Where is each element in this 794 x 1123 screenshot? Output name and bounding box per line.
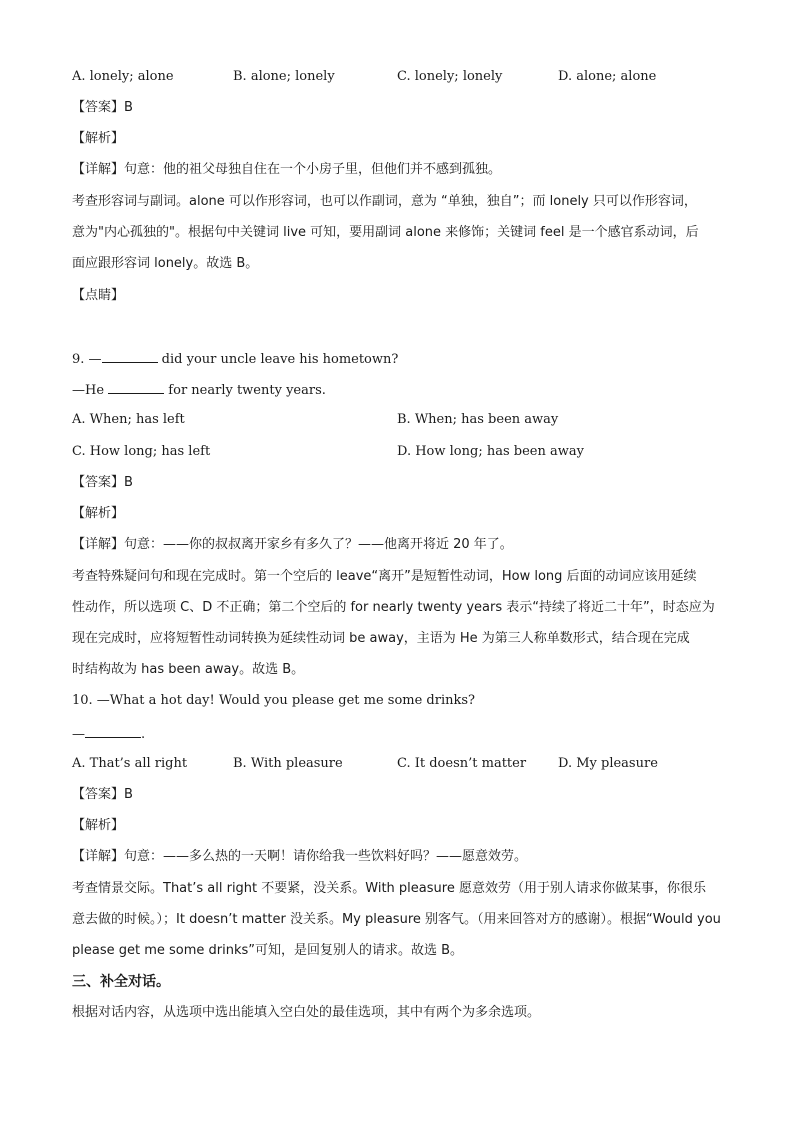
q9-option-c: C. How long; has left xyxy=(72,444,211,459)
q9-explanation-line: 考查特殊疑问句和现在完成时。第一个空后的 leave“离开”是短暂性动词，How long 后面的动词应该用延续 xyxy=(72,569,697,584)
q9-question xyxy=(72,350,398,368)
q9-explanation-line: 时结构故为 has been away。故选 B。 xyxy=(72,662,305,677)
q10-option-a: A. That’s all right xyxy=(72,756,188,771)
q10-response-suffix: . xyxy=(141,727,146,742)
section-3-title: 三、补全对话。 xyxy=(72,974,170,990)
q8-analysis-label: 【解析】 xyxy=(72,131,125,146)
q9-blank-2 xyxy=(108,381,164,394)
q9-blank-1 xyxy=(102,350,158,363)
q9-response-prefix: —He xyxy=(72,383,109,398)
q10-analysis-label: 【解析】 xyxy=(72,818,125,833)
q8-answer: 【答案】B xyxy=(72,100,133,115)
q9-response xyxy=(72,381,326,399)
q9-option-a: A. When; has left xyxy=(72,412,185,427)
q10-option-c: C. It doesn’t matter xyxy=(397,756,527,771)
q10-answer: 【答案】B xyxy=(72,787,133,802)
q8-explanation-line: 意为"内心孤独的"。根据句中关键词 live 可知，要用副词 alone 来修饰；关键词 feel 是一个感官系动词，后 xyxy=(72,225,699,240)
q10-explanation-line: 意去做的时候。）；It doesn’t matter 没关系。My pleasure 别客气。（用来回答对方的感谢）。根据“Would you xyxy=(72,912,721,927)
q10-option-d: D. My pleasure xyxy=(558,756,658,771)
q10-response xyxy=(72,725,145,743)
q9-detail: 【详解】句意：——你的叔叔离开家乡有多久了？——他离开将近 20 年了。 xyxy=(72,537,513,552)
q10-explanation-line: please get me some drinks”可知，是回复别人的请求。故选 B。 xyxy=(72,943,464,958)
q8-explanation-line: 面应跟形容词 lonely。故选 B。 xyxy=(72,256,259,271)
q10-option-b: B. With pleasure xyxy=(233,756,343,771)
q8-option-b: B. alone; lonely xyxy=(233,69,335,84)
q9-option-b: B. When; has been away xyxy=(397,412,559,427)
q8-point-label: 【点睛】 xyxy=(72,288,125,303)
q8-detail: 【详解】句意：他的祖父母独自住在一个小房子里，但他们并不感到孤独。 xyxy=(72,162,502,177)
section-3-instruction: 根据对话内容，从选项中选出能填入空白处的最佳选项，其中有两个为多余选项。 xyxy=(72,1005,541,1020)
q9-question-suffix: did your uncle leave his hometown? xyxy=(157,352,399,367)
q9-answer: 【答案】B xyxy=(72,475,133,490)
q10-question: 10. —What a hot day! Would you please get me some drinks? xyxy=(72,693,476,708)
q10-explanation-line: 考查情景交际。That’s all right 不要紧，没关系。With pleasure 愿意效劳（用于别人请求你做某事，你很乐 xyxy=(72,881,706,896)
q10-detail: 【详解】句意：——多么热的一天啊！请你给我一些饮料好吗？——愿意效劳。 xyxy=(72,849,528,864)
q9-response-suffix: for nearly twenty years. xyxy=(164,383,326,398)
q9-question-prefix: 9. — xyxy=(72,352,102,367)
q9-explanation-line: 现在完成时，应将短暂性动词转换为延续性动词 be away，主语为 He 为第三人称单数形式，结合现在完成 xyxy=(72,631,690,646)
q8-option-a: A. lonely; alone xyxy=(72,69,174,84)
q10-response-prefix: — xyxy=(72,727,85,742)
q8-option-d: D. alone; alone xyxy=(558,69,657,84)
q9-option-d: D. How long; has been away xyxy=(397,444,584,459)
q8-explanation-line: 考查形容词与副词。alone 可以作形容词，也可以作副词，意为 “单独，独自”；而 lonely 只可以作形容词， xyxy=(72,194,697,209)
q10-blank xyxy=(85,725,141,738)
q9-explanation-line: 性动作，所以选项 C、D 不正确；第二个空后的 for nearly twenty years 表示“持续了将近二十年”，时态应为 xyxy=(72,600,715,615)
q9-analysis-label: 【解析】 xyxy=(72,506,125,521)
q8-option-c: C. lonely; lonely xyxy=(397,69,503,84)
